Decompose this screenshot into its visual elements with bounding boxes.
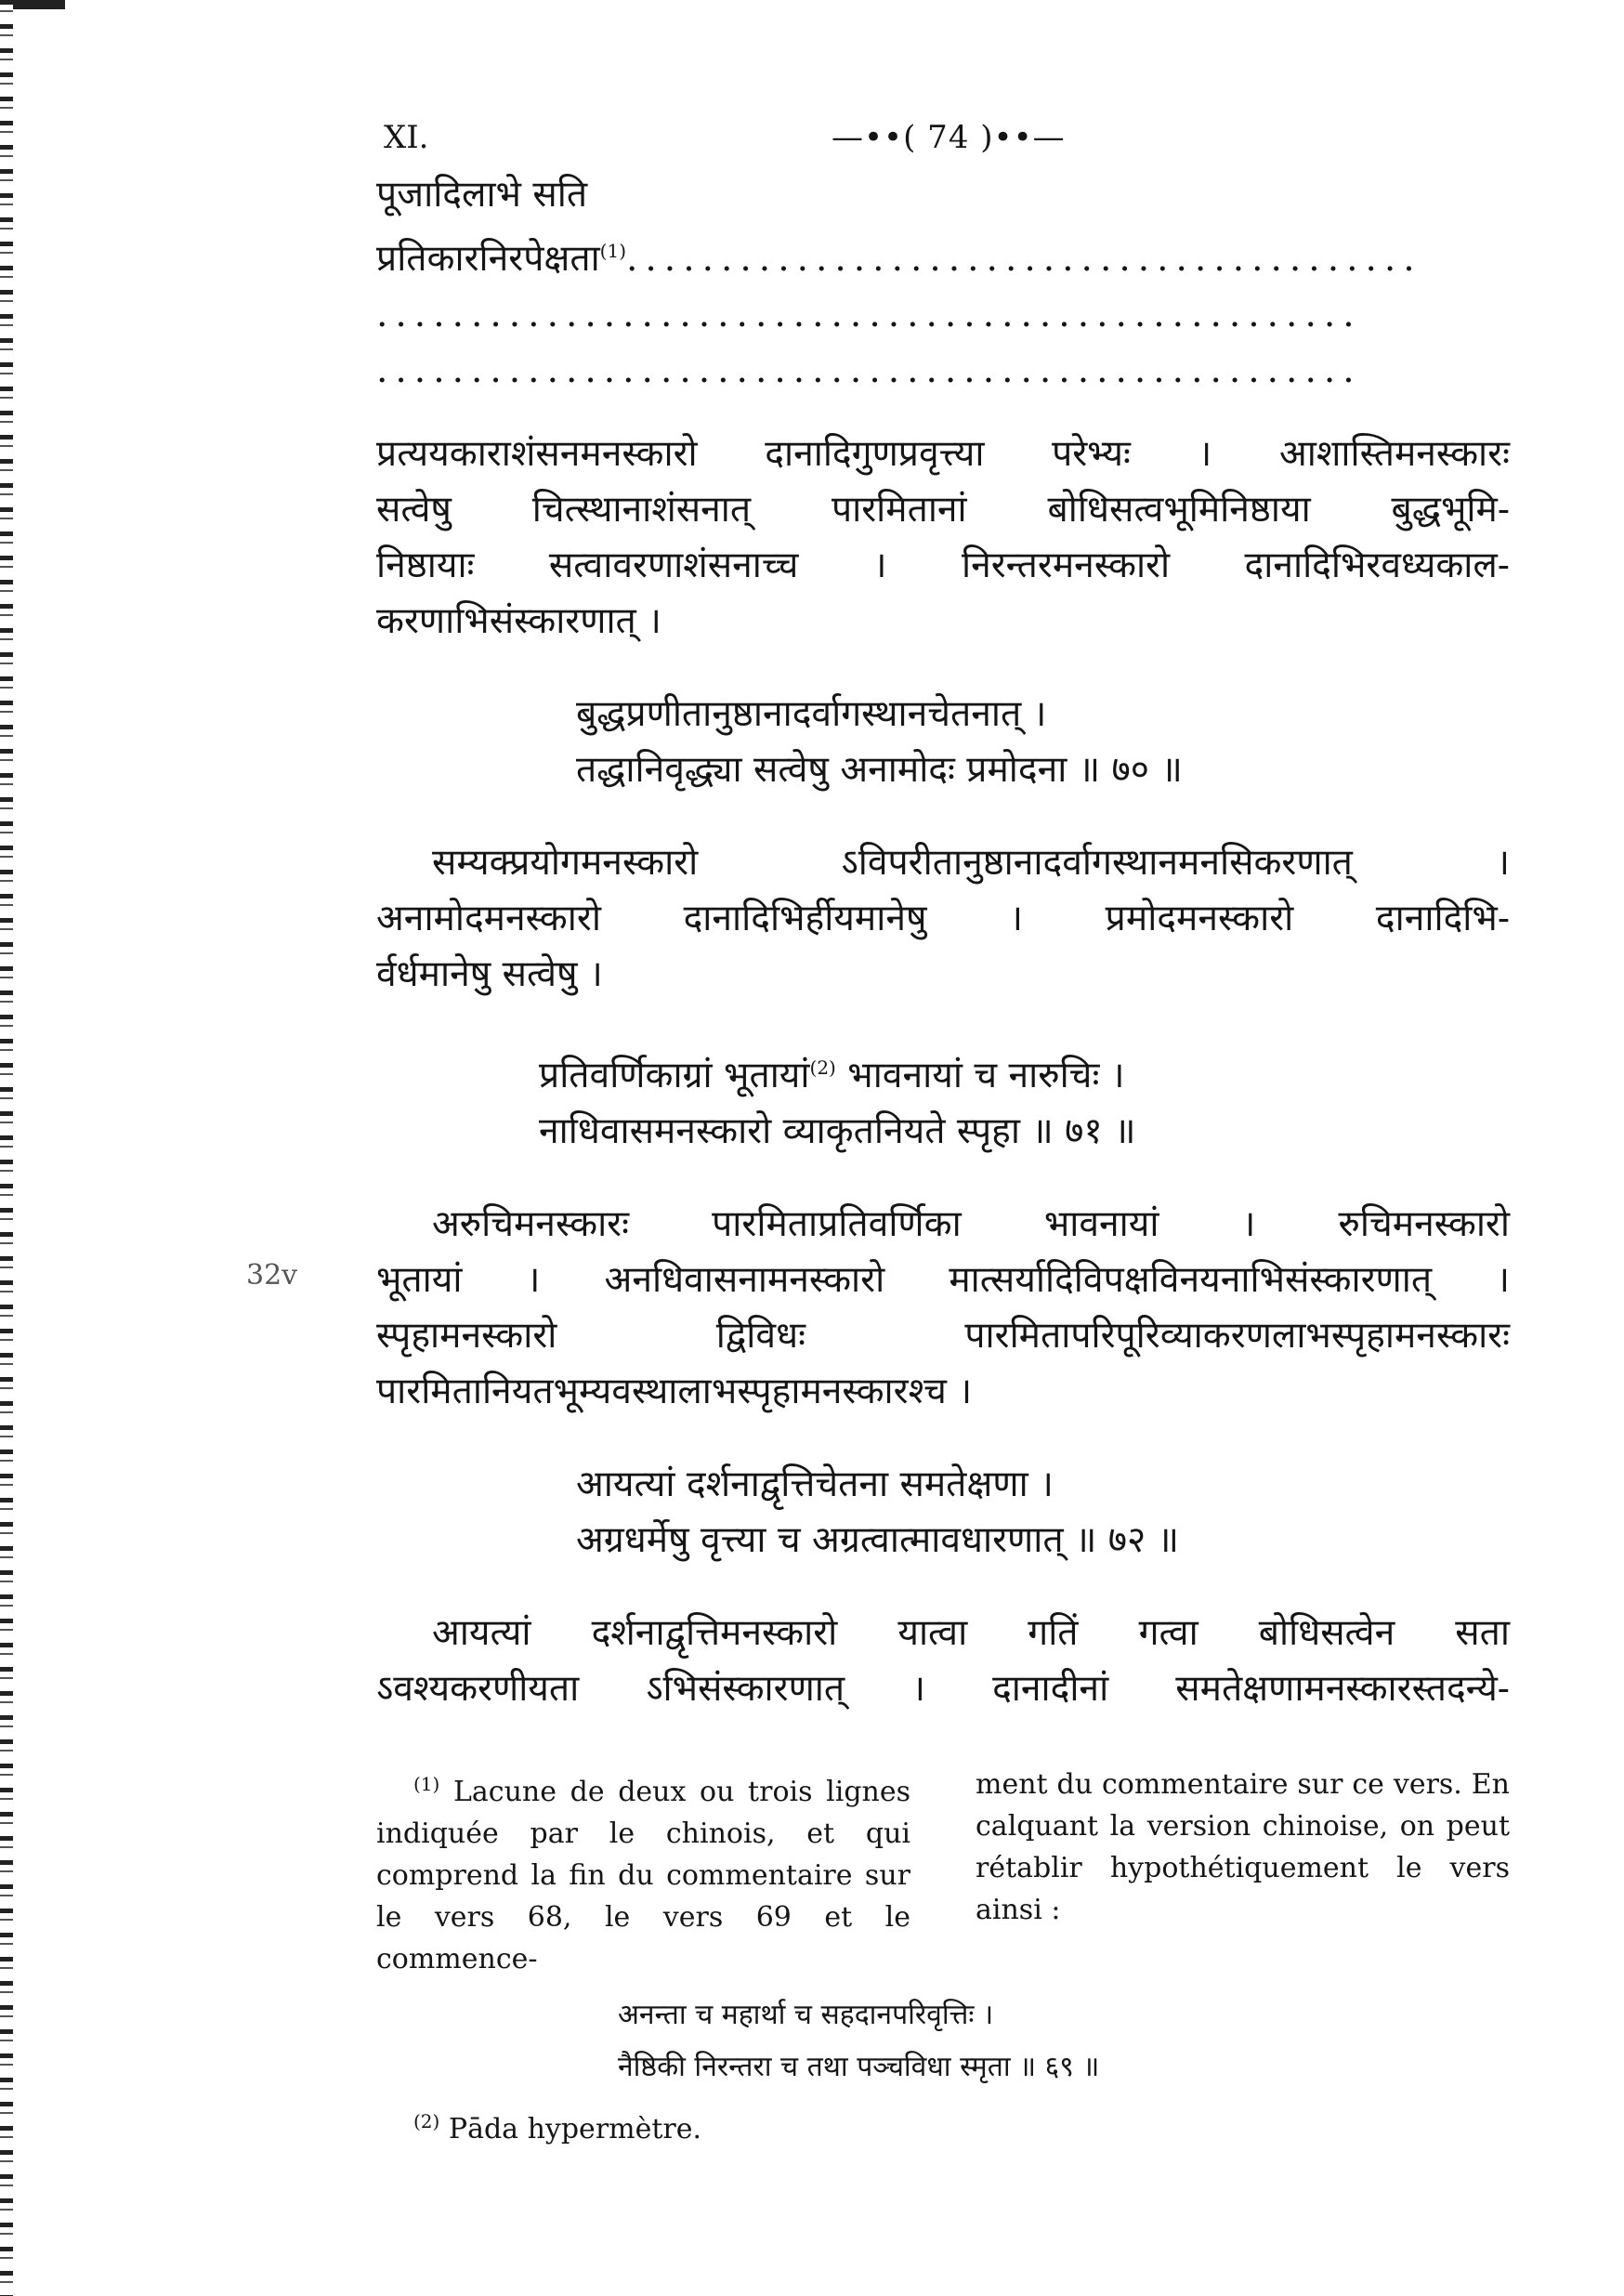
verse-line: बुद्धप्रणीतानुष्ठानादर्वागस्थानचेतनात् । <box>576 693 1047 735</box>
opening-line <box>376 167 1510 287</box>
text-line: पारमितानियतभूम्यवस्थालाभस्पृहामनस्कारश्च । <box>376 1371 973 1412</box>
opening-text: पूजादिलाभे सति प्रतिकारनिरपेक्षता <box>376 174 600 280</box>
text-line: आयत्यां दर्शनाद्वृत्तिमनस्कारो यात्वा गतिं गत्वा बोधिसत्वेन सता <box>432 1612 1510 1654</box>
footnote-1-marker: (1) <box>413 1773 440 1795</box>
verse-71 <box>539 1040 1510 1160</box>
text-line: सत्वेषु चित्स्थानाशंसनात् पारमितानां बोधिसत्वभूमिनिष्ठाया बुद्धभूमि- <box>376 489 1510 531</box>
text-line: अनामोदमनस्कारो दानादिभिर्हीयमानेषु । प्रमोदमनस्कारो दानादिभि- <box>376 898 1510 939</box>
footnote-1-right-column <box>976 1764 1510 1980</box>
text-line: सम्यक्प्रयोगमनस्कारो ऽविपरीतानुष्ठानादर्वागस्थानमनसिकरणात् । <box>432 842 1510 884</box>
verse-line: आयत्यां दर्शनाद्वृत्तिचेतना समतेक्षणा । <box>576 1463 1054 1505</box>
footnote-2-text: Pāda hypermètre. <box>448 2113 702 2145</box>
footnote-1-text-right: ment du commentaire sur ce vers. En calquant la version chinoise, on peut rétablir hypothétiquement le vers ainsi : <box>976 1768 1510 1926</box>
page-header <box>376 112 1510 167</box>
document-page <box>376 112 1510 2150</box>
verse-segment: भावनायां च नारुचिः । <box>847 1055 1125 1096</box>
text-line: र्वर्धमानेषु सत्वेषु । <box>376 953 603 995</box>
margin-folio-note: 32v <box>246 1259 298 1292</box>
footnote-1 <box>376 1764 1510 1980</box>
verse-70 <box>576 687 1510 798</box>
section-number: XI. <box>384 119 429 156</box>
lacuna-dots-line-2: .................................................... <box>376 349 1362 391</box>
text-line: अरुचिमनस्कारः पारमिताप्रतिवर्णिका भावनायां । रुचिमनस्कारो <box>432 1203 1510 1245</box>
commentary-paragraph-3 <box>376 1197 1510 1420</box>
page-number: —••( 74 )••— <box>832 119 1066 156</box>
text-line: ऽवश्यकरणीयता ऽभिसंस्कारणात् । दानादीनां समतेक्षणामनस्कारस्तदन्ये- <box>376 1668 1510 1710</box>
footnote-2 <box>413 2101 1510 2150</box>
text-line: भूतायां । अनधिवासनामनस्कारो मात्सर्यादिविपक्षविनयनाभिसंस्कारणात् । <box>376 1259 1510 1301</box>
footnotes <box>376 1764 1510 2150</box>
text-line: करणाभिसंस्कारणात् । <box>376 600 661 642</box>
verse-segment: प्रतिवर्णिकाग्रां भूतायां <box>539 1055 810 1096</box>
footnote-1-text-left: Lacune de deux ou trois lignes indiquée par le chinois, et qui comprend la fin du commentaire sur le vers 68, le vers 69 et le commence- <box>376 1776 910 1975</box>
text-line: स्पृहामनस्कारो द्विविधः पारमितापरिपूरिव्याकरणलाभस्पृहामनस्कारः <box>376 1315 1510 1357</box>
footnote-ref-1: (1) <box>599 240 627 262</box>
verse-line: नाधिवासमनस्कारो व्याकृतनियते स्पृहा ॥ ७१ ॥ <box>539 1110 1136 1152</box>
commentary-paragraph-4 <box>376 1606 1510 1717</box>
verse-72 <box>576 1457 1510 1568</box>
text-line: निष्ठायाः सत्वावरणाशंसनाच्च । निरन्तरमनस्कारो दानादिभिरवध्यकाल- <box>376 544 1510 586</box>
verse-line: नैष्ठिकी निरन्तरा च तथा पञ्चविधा स्मृता ॥ ६९ ॥ <box>618 2051 1100 2083</box>
verse-line: अनन्ता च महार्था च सहदानपरिवृत्तिः । <box>618 1999 994 2031</box>
verse-line: अग्रधर्मेषु वृत्त्या च अग्रत्वात्मावधारणात् ॥ ७२ ॥ <box>576 1519 1180 1561</box>
commentary-paragraph-2 <box>376 835 1510 1003</box>
text-line: प्रत्ययकाराशंसनमनस्कारो दानादिगुणप्रवृत्त्या परेभ्यः । आशास्तिमनस्कारः <box>376 433 1510 475</box>
footnote-1-left-column <box>376 1764 910 1980</box>
verse-line: तद्धानिवृद्ध्या सत्वेषु अनामोदः प्रमोदना ॥ ७० ॥ <box>576 749 1183 791</box>
verse-line <box>539 1040 1510 1104</box>
scan-binding-edge <box>0 0 13 2296</box>
reconstructed-verse-69 <box>618 1989 1510 2093</box>
commentary-paragraph-1 <box>376 426 1510 649</box>
lacuna-dots-line-1: .................................................... <box>376 294 1362 335</box>
ellipsis-dots: .......................................... <box>626 238 1422 280</box>
footnote-2-marker: (2) <box>413 2110 440 2132</box>
footnote-ref-2: (2) <box>809 1056 836 1079</box>
